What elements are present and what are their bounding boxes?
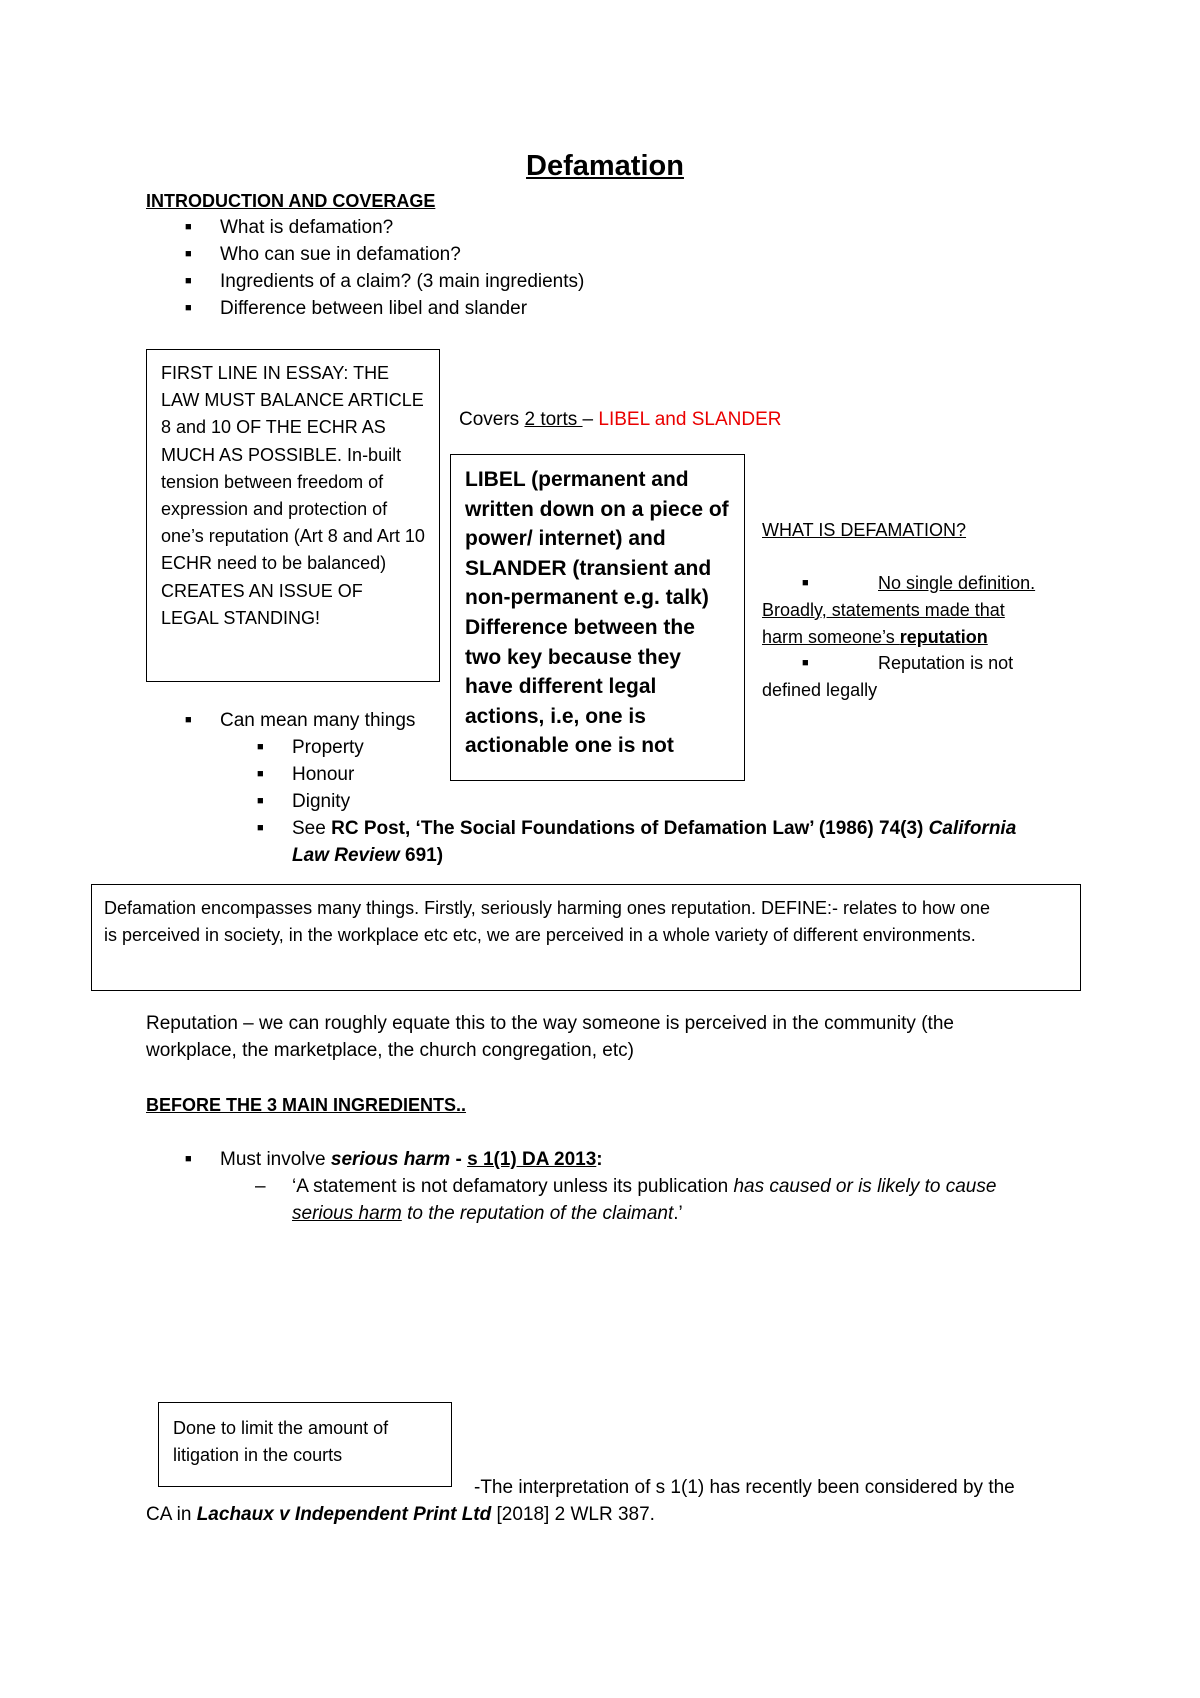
quote-1b: has caused or is likely to cause	[733, 1176, 997, 1197]
meaning-item: Property	[292, 737, 364, 758]
quote-line-1	[292, 1173, 996, 1200]
bullet-icon: ■	[257, 795, 264, 807]
reputation-note-2: defined legally	[762, 680, 878, 700]
summary-line-2: is perceived in society, in the workplace etc etc, we are perceived in a whole variety of different environments.	[104, 925, 976, 945]
reputation-note-1: Reputation is not	[878, 653, 1014, 673]
bullet-icon: ■	[185, 714, 192, 726]
dash-icon: –	[255, 1176, 266, 1197]
intro-item: Difference between libel and slander	[220, 298, 528, 319]
covers-prefix: Covers	[459, 409, 525, 430]
litigation-line-2: litigation in the courts	[173, 1445, 343, 1465]
bullet-icon: ■	[185, 302, 192, 314]
serious-harm-prefix: Must involve	[220, 1149, 331, 1170]
quote-2c: .’	[673, 1203, 683, 1224]
see-author: RC Post	[331, 818, 405, 839]
interpretation-line-1: -The interpretation of s 1(1) has recently been considered by the	[474, 1477, 1015, 1498]
serious-harm-dash: -	[450, 1149, 468, 1170]
what-is-heading: WHAT IS DEFAMATION?	[762, 520, 967, 540]
quote-1a: ‘A statement is not defamatory unless its publication	[292, 1176, 734, 1197]
quote-2a: serious harm	[292, 1203, 402, 1224]
see-reference-cont	[292, 842, 443, 869]
litigation-line-1: Done to limit the amount of	[173, 1418, 389, 1438]
covers-line	[459, 406, 781, 433]
see-prefix: See	[292, 818, 332, 839]
reputation-line-1: Reputation – we can roughly equate this to the way someone is perceived in the community (the	[146, 1013, 954, 1034]
libel-slander-text: LIBEL (permanent and written down on a piece of power/ internet) and SLANDER (transient and non-permanent e.g. talk) Difference between the two key because they have different legal actions, i.e, one is actionable one is not	[465, 468, 729, 758]
meaning-item: Dignity	[292, 791, 351, 812]
definition-text-2: Broadly, statements made that	[762, 600, 1005, 620]
serious-harm-term: serious harm	[330, 1149, 451, 1170]
before-heading: BEFORE THE 3 MAIN INGREDIENTS..	[146, 1095, 467, 1115]
see-journal-1: California	[928, 818, 1017, 839]
case-name: Lachaux v Independent Print Ltd	[196, 1504, 492, 1525]
litigation-box	[158, 1402, 452, 1487]
bullet-icon: ■	[802, 577, 809, 589]
defamation-summary-box	[91, 884, 1081, 991]
see-end: 691)	[399, 845, 444, 866]
bullet-icon: ■	[802, 657, 809, 669]
covers-dash: –	[582, 409, 599, 430]
meaning-item: Honour	[292, 764, 355, 785]
see-title: , ‘The Social Foundations of Defamation Law’ (1986) 74(3)	[405, 818, 929, 839]
summary-line-1: Defamation encompasses many things. Firstly, seriously harming ones reputation. DEFINE:- relates to how one	[104, 898, 991, 918]
meanings-lead: Can mean many things	[220, 710, 416, 731]
bullet-icon: ■	[257, 822, 264, 834]
libel-slander-box	[450, 454, 745, 781]
essay-note-text: FIRST LINE IN ESSAY: THE LAW MUST BALANCE ARTICLE 8 and 10 OF THE ECHR AS MUCH AS POSSIBLE. In-built tension between freedom of expression and protection of one’s reputation (Art 8 and Art 10 ECHR need to be balanced) CREATES AN ISSUE OF LEGAL STANDING!	[161, 363, 425, 628]
bullet-icon: ■	[185, 1153, 192, 1165]
intro-item: Who can sue in defamation?	[220, 244, 461, 265]
bullet-icon: ■	[257, 768, 264, 780]
quote-2b: to the reputation of the claimant	[401, 1203, 674, 1224]
page-title: Defamation	[526, 150, 684, 182]
serious-harm-section: s 1(1) DA 2013	[467, 1149, 597, 1170]
definition-text-3	[762, 624, 988, 651]
bullet-icon: ■	[185, 248, 192, 260]
intro-heading: INTRODUCTION AND COVERAGE	[146, 191, 436, 211]
see-journal-2: Law Review	[292, 845, 400, 866]
intro-item: Ingredients of a claim? (3 main ingredients)	[220, 271, 585, 292]
definition-text-3a: harm someone’s	[762, 627, 900, 647]
intro-item: What is defamation?	[220, 217, 394, 238]
definition-text-1: No single definition.	[878, 573, 1036, 593]
reputation-line-2: workplace, the marketplace, the church congregation, etc)	[146, 1040, 634, 1061]
essay-note-box	[146, 349, 440, 682]
bullet-icon: ■	[185, 221, 192, 233]
interpretation-2a: CA in	[146, 1504, 197, 1525]
quote-line-2	[292, 1200, 683, 1227]
definition-reputation: reputation	[899, 627, 988, 647]
covers-libel-slander: LIBEL and SLANDER	[598, 409, 782, 430]
bullet-icon: ■	[257, 741, 264, 753]
interpretation-2b: [2018] 2 WLR 387.	[491, 1504, 655, 1525]
see-reference	[292, 815, 1052, 842]
serious-harm-colon: :	[596, 1149, 603, 1170]
bullet-icon: ■	[185, 275, 192, 287]
serious-harm-line	[220, 1146, 603, 1173]
covers-torts: 2 torts	[524, 409, 583, 430]
interpretation-line-2	[146, 1501, 655, 1528]
